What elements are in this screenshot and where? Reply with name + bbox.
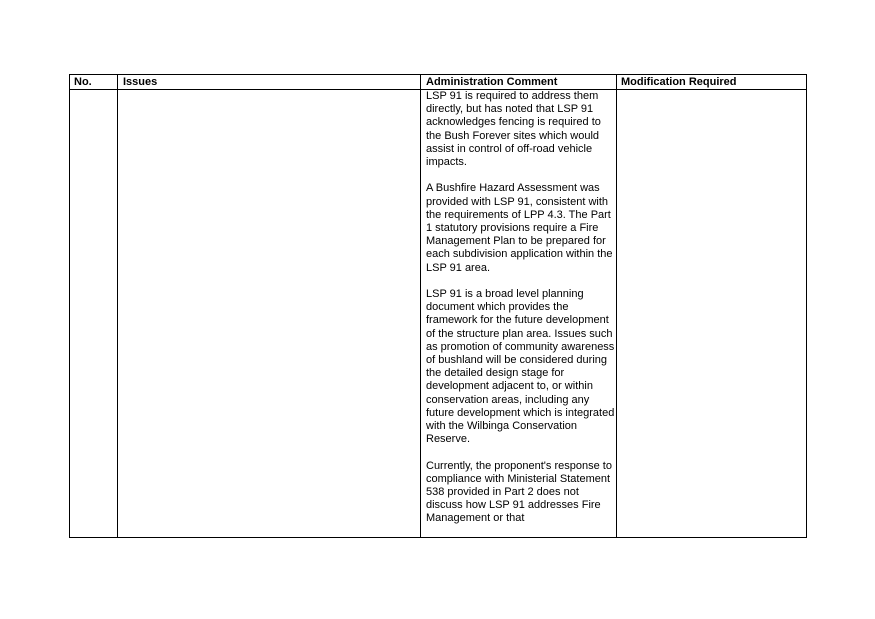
header-modification-required: Modification Required [621,76,737,88]
column-divider [420,75,421,537]
column-divider [117,75,118,537]
issues-table [69,74,807,538]
header-issues: Issues [123,76,158,88]
column-divider [616,75,617,537]
administration-comment-cell [426,90,616,526]
header-no: No. [74,76,92,88]
header-administration-comment: Administration Comment [426,76,558,88]
comment-paragraph: LSP 91 is required to address them directly, but has noted that LSP 91 acknowledges fencing is required to the Bush Forever sites which would assist in control of off-road vehicle impacts. [426,90,601,169]
comment-paragraph: LSP 91 is a broad level planning document which provides the framework for the future development of the structure plan area. Issues such as promotion of community awareness of bushland will be considered during the detailed design stage for development adjacent to, or within conservation areas, including any future development which is integrated with the Wilbinga Conservation Reserve. [426,288,615,446]
comment-paragraph: Currently, the proponent's response to compliance with Ministerial Statement 538 provided in Part 2 does not discuss how LSP 91 addresses Fire Management or that [426,459,612,525]
comment-paragraph: A Bushfire Hazard Assessment was provided with LSP 91, consistent with the requirements of LPP 4.3. The Part 1 statutory provisions require a Fire Management Plan to be prepared for each subdivision application within the LSP 91 area. [426,182,613,274]
